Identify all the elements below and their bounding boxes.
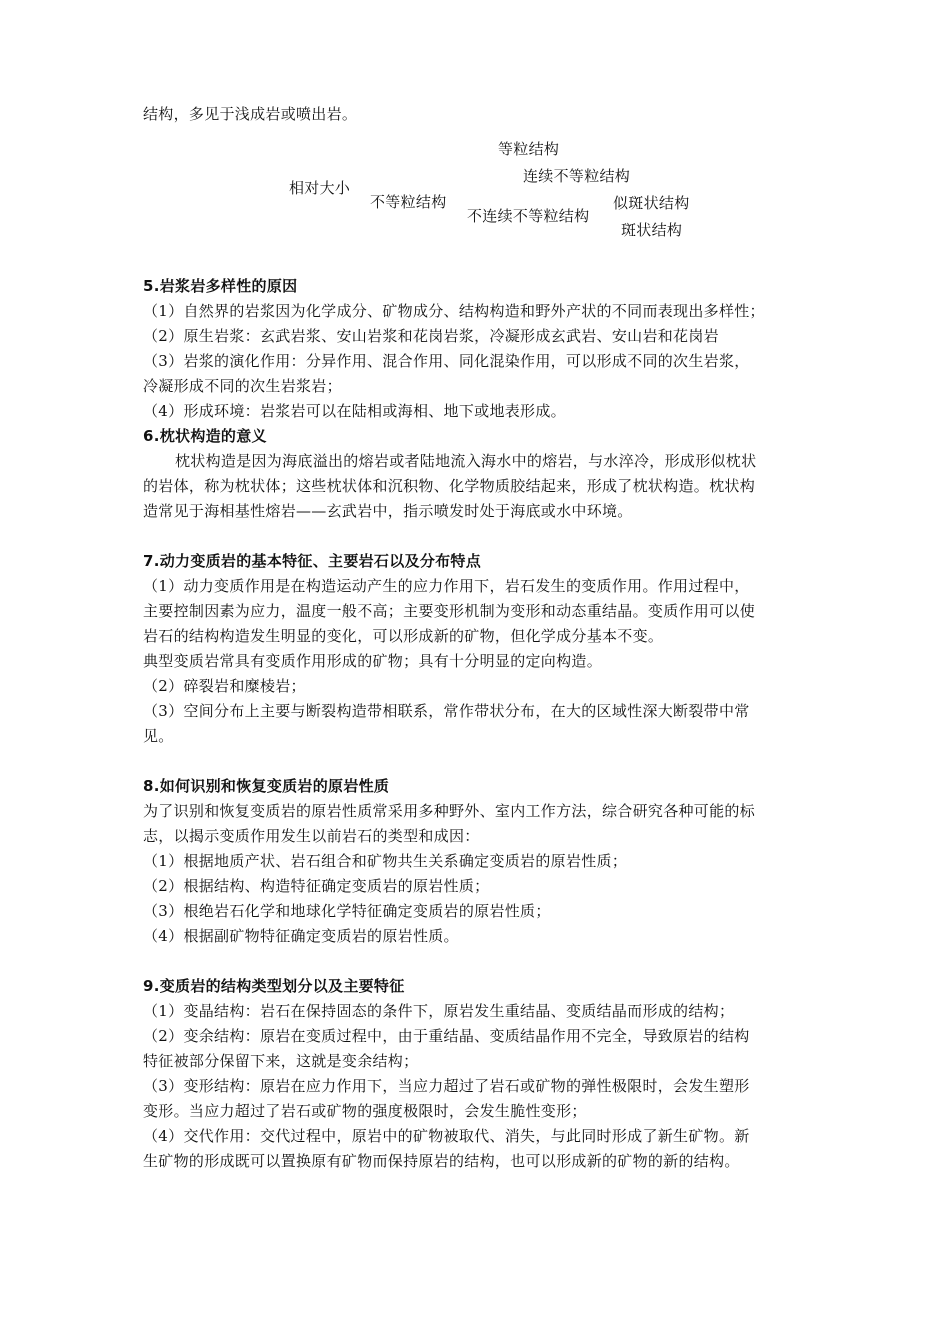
- section-9-line: （4）交代作用：交代过程中，原岩中的矿物被取代、消失，与此同时形成了新生矿物。新: [143, 1127, 750, 1145]
- section-9-line: （3）变形结构：原岩在应力作用下，当应力超过了岩石或矿物的弹性极限时，会发生塑形: [143, 1077, 750, 1095]
- diagram-equigranular-label: 等粒结构: [498, 140, 560, 158]
- section-8-line: （2）根据结构、构造特征确定变质岩的原岩性质；: [143, 877, 490, 895]
- section-9-line: 生矿物的形成既可以置换原有矿物而保持原岩的结构，也可以形成新的矿物的新的结构。: [143, 1152, 740, 1170]
- section-7-line: 岩石的结构构造发生明显的变化，可以形成新的矿物，但化学成分基本不变。: [143, 627, 664, 645]
- section-7-title: 7.动力变质岩的基本特征、主要岩石以及分布特点: [143, 552, 482, 570]
- section-6-title: 6.枕状构造的意义: [143, 427, 267, 445]
- section-8-line: （1）根据地质产状、岩石组合和矿物共生关系确定变质岩的原岩性质；: [143, 852, 628, 870]
- section-7-line: 典型变质岩常具有变质作用形成的矿物；具有十分明显的定向构造。: [143, 652, 603, 670]
- section-7-line: （3）空间分布上主要与断裂构造带相联系，常作带状分布，在大的区域性深大断裂带中常: [143, 702, 750, 720]
- intro-line: 结构，多见于浅成岩或喷出岩。: [143, 105, 358, 123]
- section-9-title: 9.变质岩的结构类型划分以及主要特征: [143, 977, 405, 995]
- section-8-line: （4）根据副矿物特征确定变质岩的原岩性质。: [143, 927, 459, 945]
- section-6-line: 的岩体，称为枕状体；这些枕状体和沉积物、化学物质胶结起来，形成了枕状构造。枕状构: [143, 477, 756, 495]
- section-8-line: 志，以揭示变质作用发生以前岩石的类型和成因：: [143, 827, 480, 845]
- section-9-line: （1）变晶结构：岩石在保持固态的条件下，原岩发生重结晶、变质结晶而形成的结构；: [143, 1002, 735, 1020]
- diagram-pseudo-porphyritic-label: 似斑状结构: [613, 194, 690, 212]
- diagram-discontinuous-label: 不连续不等粒结构: [467, 207, 590, 225]
- diagram-root-label: 相对大小: [289, 179, 351, 197]
- diagram-continuous-label: 连续不等粒结构: [523, 167, 631, 185]
- diagram-inequigranular-label: 不等粒结构: [370, 193, 447, 211]
- section-7-line: （1）动力变质作用是在构造运动产生的应力作用下，岩石发生的变质作用。作用过程中，: [143, 577, 750, 595]
- section-7-line: （2）碎裂岩和糜棱岩；: [143, 677, 306, 695]
- section-7-line: 见。: [143, 727, 174, 745]
- section-5-line: （2）原生岩浆：玄武岩浆、安山岩浆和花岗岩浆，冷凝形成玄武岩、安山岩和花岗岩: [143, 327, 719, 345]
- section-7-line: 主要控制因素为应力，温度一般不高；主要变形机制为变形和动态重结晶。变质作用可以使: [143, 602, 756, 620]
- section-5-line: 冷凝形成不同的次生岩浆岩；: [143, 377, 342, 395]
- section-5-line: （4）形成环境：岩浆岩可以在陆相或海相、地下或地表形成。: [143, 402, 566, 420]
- section-9-line: （2）变余结构：原岩在变质过程中，由于重结晶、变质结晶作用不完全，导致原岩的结构: [143, 1027, 750, 1045]
- section-5-line: （3）岩浆的演化作用：分异作用、混合作用、同化混染作用，可以形成不同的次生岩浆，: [143, 352, 750, 370]
- section-6-line: 枕状构造是因为海底溢出的熔岩或者陆地流入海水中的熔岩，与水淬冷，形成形似枕状: [175, 452, 757, 470]
- section-8-line: 为了识别和恢复变质岩的原岩性质常采用多种野外、室内工作方法，综合研究各种可能的标: [143, 802, 756, 820]
- section-8-title: 8.如何识别和恢复变质岩的原岩性质: [143, 777, 390, 795]
- section-9-line: 变形。当应力超过了岩石或矿物的强度极限时，会发生脆性变形；: [143, 1102, 587, 1120]
- section-9-line: 特征被部分保留下来，这就是变余结构；: [143, 1052, 419, 1070]
- section-8-line: （3）根绝岩石化学和地球化学特征确定变质岩的原岩性质；: [143, 902, 551, 920]
- diagram-porphyritic-label: 斑状结构: [621, 221, 683, 239]
- section-5-line: （1）自然界的岩浆因为化学成分、矿物成分、结构构造和野外产状的不同而表现出多样性；: [143, 302, 765, 320]
- section-6-line: 造常见于海相基性熔岩——玄武岩中，指示喷发时处于海底或水中环境。: [143, 502, 633, 520]
- section-5-title: 5.岩浆岩多样性的原因: [143, 277, 298, 295]
